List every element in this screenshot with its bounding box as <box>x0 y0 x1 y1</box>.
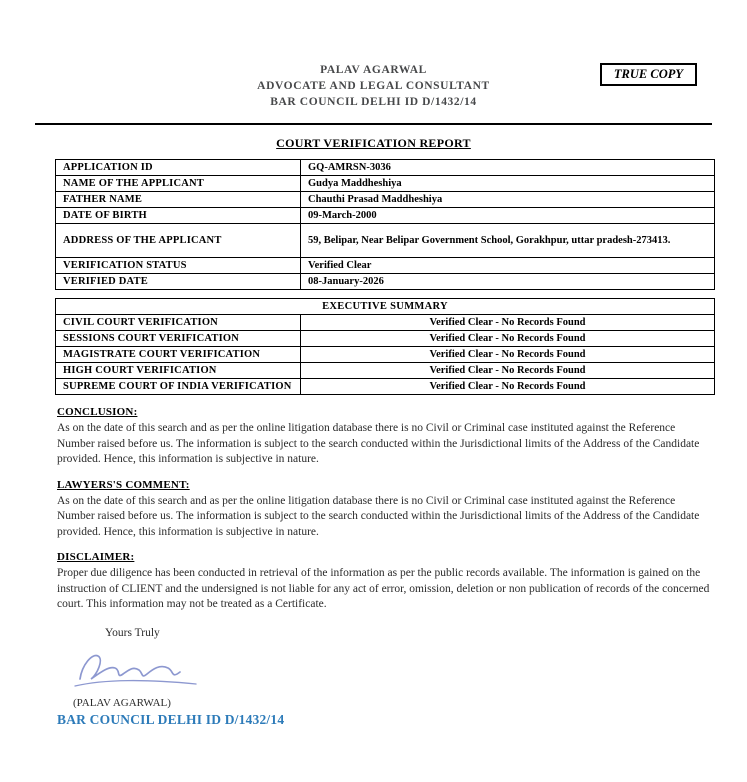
row-value: Verified Clear - No Records Found <box>301 331 715 347</box>
row-label: VERIFIED DATE <box>56 274 301 290</box>
table-row <box>56 315 715 331</box>
row-label: DATE OF BIRTH <box>56 208 301 224</box>
disclaimer-section <box>57 551 710 613</box>
letterhead <box>0 0 747 110</box>
row-label: SESSIONS COURT VERIFICATION <box>56 331 301 347</box>
table-row <box>56 258 715 274</box>
row-value: Verified Clear - No Records Found <box>301 379 715 395</box>
row-value: GQ-AMRSN-3036 <box>301 160 715 176</box>
row-label: SUPREME COURT OF INDIA VERIFICATION <box>56 379 301 395</box>
signature-icon <box>70 645 210 695</box>
executive-summary-title: EXECUTIVE SUMMARY <box>56 299 715 315</box>
row-label: APPLICATION ID <box>56 160 301 176</box>
row-value: 09-March-2000 <box>301 208 715 224</box>
table-row <box>56 363 715 379</box>
advocate-bar-id: BAR COUNCIL DELHI ID D/1432/14 <box>270 96 477 108</box>
table-row <box>56 176 715 192</box>
row-label: NAME OF THE APPLICANT <box>56 176 301 192</box>
advocate-name: PALAV AGARWAL <box>320 64 427 76</box>
table-row <box>56 160 715 176</box>
table-row <box>56 274 715 290</box>
conclusion-heading: CONCLUSION: <box>57 406 138 418</box>
table-row <box>56 347 715 363</box>
letterhead-divider <box>35 123 712 125</box>
yours-truly-label: Yours Truly <box>105 626 160 639</box>
disclaimer-body: Proper due diligence has been conducted in retrieval of the information as per the public records available. The information is gained on the instruction of CLIENT and the undersigned is not liable for any act of error, omission, deletion or non publication of records of the concerned court. This information may not be treated as a Certificate. <box>57 567 710 610</box>
row-value: Verified Clear - No Records Found <box>301 347 715 363</box>
signature <box>70 645 747 695</box>
report-sections <box>57 406 710 613</box>
row-value: Verified Clear - No Records Found <box>301 315 715 331</box>
signatory-name: (PALAV AGARWAL) <box>73 696 171 709</box>
row-value: Gudya Maddheshiya <box>301 176 715 192</box>
lawyers-comment-body: As on the date of this search and as per the online litigation database there is no Civil or Criminal case instituted against the Reference Number raised before us. The information is subject to the search conducted within the Jurisdictional limits of the Address of the Candidate provided. Hence, this information is subjective in nature. <box>57 494 700 538</box>
lawyers-comment-heading: LAWYERS'S COMMENT: <box>57 478 190 491</box>
row-label: ADDRESS OF THE APPLICANT <box>56 224 301 258</box>
row-value: 59, Belipar, Near Belipar Government School, Gorakhpur, uttar pradesh-273413. <box>301 224 715 258</box>
conclusion-section <box>57 406 710 468</box>
executive-summary-table <box>55 298 715 395</box>
lawyers-comment-section <box>57 479 710 541</box>
disclaimer-heading: DISCLAIMER: <box>57 551 135 563</box>
row-label: VERIFICATION STATUS <box>56 258 301 274</box>
advocate-profession: ADVOCATE AND LEGAL CONSULTANT <box>257 80 490 92</box>
footer-bar-council-id: BAR COUNCIL DELHI ID D/1432/14 <box>57 711 285 727</box>
row-label: HIGH COURT VERIFICATION <box>56 363 301 379</box>
conclusion-body: As on the date of this search and as per the online litigation database there is no Civil or Criminal case instituted against the Reference Number raised before us. The information is subject to the search conducted within the Jurisdictional limits of the Address of the Candidate provided. Hence, this information is subjective in nature. <box>57 422 700 465</box>
row-value: Verified Clear - No Records Found <box>301 363 715 379</box>
table-header-row <box>56 299 715 315</box>
row-label: MAGISTRATE COURT VERIFICATION <box>56 347 301 363</box>
row-value: Verified Clear <box>301 258 715 274</box>
row-label: FATHER NAME <box>56 192 301 208</box>
table-row <box>56 331 715 347</box>
report-title: COURT VERIFICATION REPORT <box>276 136 471 150</box>
applicant-details-table <box>55 159 715 290</box>
row-label: CIVIL COURT VERIFICATION <box>56 315 301 331</box>
table-row <box>56 224 715 258</box>
true-copy-stamp: TRUE COPY <box>600 63 697 86</box>
table-row <box>56 379 715 395</box>
table-row <box>56 192 715 208</box>
row-value: 08-January-2026 <box>301 274 715 290</box>
table-row <box>56 208 715 224</box>
row-value: Chauthi Prasad Maddheshiya <box>301 192 715 208</box>
